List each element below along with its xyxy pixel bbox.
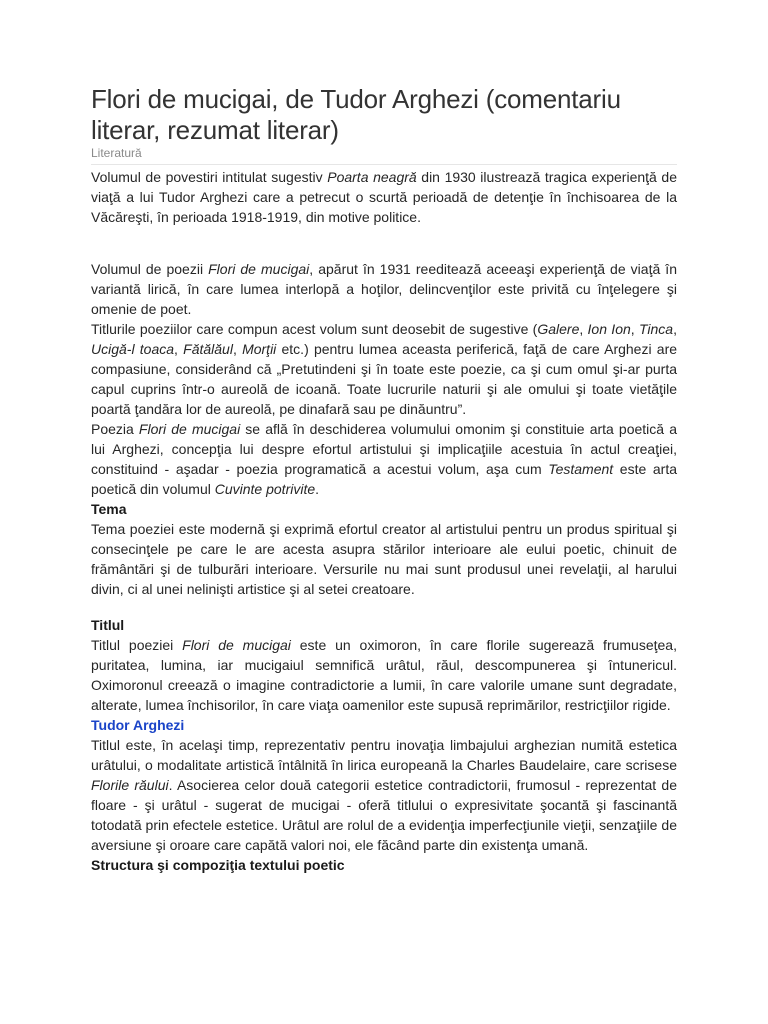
volume-paragraph: Volumul de poezii Flori de mucigai, apărut în 1931 reeditează aceeaşi experienţă de viaţă în variantă lirică, în care lumea interlopă a hoţilor, delincvenţilor este privită cu înţelegere şi omenie de poet. (91, 261, 677, 317)
section-heading-tema: Tema (91, 501, 127, 517)
poem-paragraph: Poezia Flori de mucigai se află în deschiderea volumului omonim şi constituie arta poetică a lui Arghezi, concepţia lui despre efortul artistului şi implicaţiile acestuia în actul creaţiei, constituind - aşadar - poezia programatică a acestui volum, aşa cum Testament este arta poetică din volumul Cuvinte potrivite. (91, 421, 677, 497)
titles-paragraph: Titlurile poeziilor care compun acest volum sunt deosebit de sugestive (Galere, Ion Ion, Tinca, Ucigă-l toaca, Fătălăul, Morţii etc.) pentru lumea aceasta periferică, faţă de care Arghezi are compasiune, considerând că „Pretutindeni şi în toate este poezie, ca şi cum omul şi-ar purta capul cuprins într-o aureolă de icoană. Toate lucrurile naturii şi ale omului şi toate vietăţile poartă ţandăra lor de aureolă, pe dinafară sau pe dinăuntru”. (91, 321, 678, 417)
divider (91, 164, 677, 165)
article (91, 84, 677, 875)
titlul-paragraph: Titlul poeziei Flori de mucigai este un oximoron, în care florile sugerează frumuseţea, puritatea, lumina, iar mucigaiul semnifică urâtul, răul, descompunerea şi întunericul. Oximoronul creează o imagine contradictorie a lumii, în care valorile umane sunt degradate, alterate, lumea închisorilor, în care viaţa oamenilor este supusă reprimărilor, restricţiilor rigide. (91, 637, 677, 713)
page-title: Flori de mucigai, de Tudor Arghezi (comentariu literar, rezumat literar) (91, 84, 621, 145)
arghezi-paragraph: Titlul este, în acelaşi timp, reprezentativ pentru inovaţia limbajului arghezian numită estetica urâtului, o modalitate artistică întâlnită în lirica europeană la Charles Baudelaire, care scrisese Florile răului. Asocierea celor două categorii estetice contradictorii, frumosul - reprezentat de floare - şi urâtul - sugerat de mucigai - oferă titlului o expresivitate şocantă şi fascinantă totodată prin efectele estetice. Urâtul are rolul de a evidenţia imperfecţiunile vieţii, senzaţiile de aversiune şi oroare care capătă valori noi, ele făcând parte din existenţa umană. (91, 737, 678, 853)
tema-paragraph: Tema poeziei este modernă şi exprimă efortul creator al artistului pentru un produs spiritual şi consecinţele pe care le are acesta asupra stărilor interioare ale eului poetic, chinuit de frământări şi de tulburări interioare. Versurile nu mai sunt produsul unei revelaţii, al harului divin, ci al unei nelinişti artistice şi al setei creatoare. (91, 521, 677, 597)
intro-paragraph: Volumul de povestiri intitulat sugestiv Poarta neagră din 1930 ilustrează tragica experienţă de viaţă a lui Tudor Arghezi care a petrecut o scurtă perioadă de detenţie în închisoarea de la Văcăreşti, în perioada 1918-1919, din motive politice. (91, 169, 677, 225)
section-heading-structura: Structura şi compoziţia textului poetic (91, 857, 345, 873)
category-label: Literatură (91, 146, 142, 160)
section-heading-titlul: Titlul (91, 617, 125, 633)
tudor-arghezi-link[interactable]: Tudor Arghezi (91, 717, 185, 733)
